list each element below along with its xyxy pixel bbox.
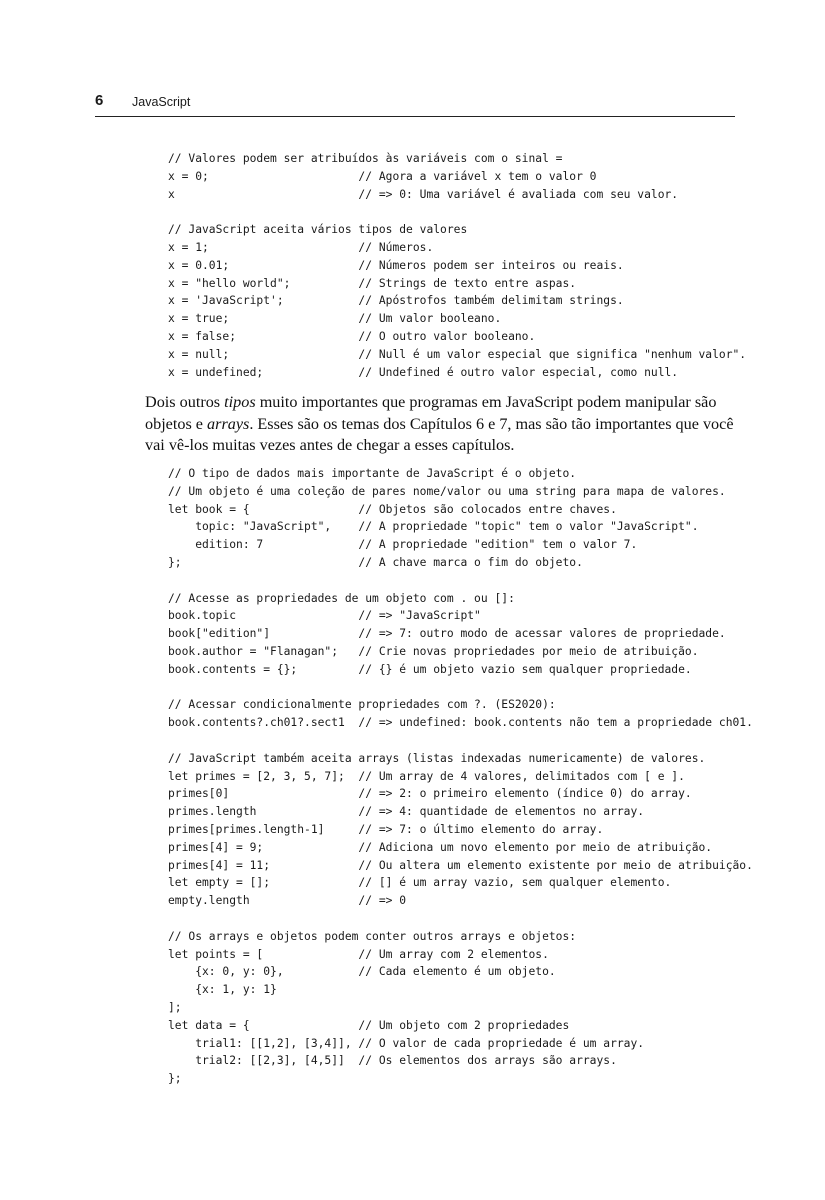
code-line: let book = { // Objetos são colocados entre chaves. (168, 502, 617, 516)
code-line (168, 203, 746, 221)
code-line: let data = { // Um objeto com 2 propriedades (168, 1018, 570, 1032)
code-line: empty.length // => 0 (168, 894, 407, 908)
code-line: book.contents = {}; // {} é um objeto vazio sem qualquer propriedade. (168, 662, 692, 676)
paragraph-text: . Esses são os temas dos Capítulos 6 e 7, mas são tão importantes que você vai vê-los muitas vezes antes de chegar a esses capítulos. (145, 414, 734, 454)
code-line: trial2: [[2,3], [4,5]] // Os elementos dos arrays são arrays. (168, 1054, 617, 1068)
code-line: x = 0.01; // Números podem ser inteiros ou reais. (168, 258, 624, 272)
code-line: // Um objeto é uma coleção de pares nome/valor ou uma string para mapa de valores. (168, 484, 726, 498)
code-line: // Acesse as propriedades de um objeto com . ou []: (168, 591, 515, 605)
code-line: x // => 0: Uma variável é avaliada com seu valor. (168, 187, 679, 201)
code-line: trial1: [[1,2], [3,4]], // O valor de cada propriedade é um array. (168, 1036, 645, 1050)
code-line (168, 679, 753, 697)
code-line: ]; (168, 1000, 182, 1014)
code-line: x = undefined; // Undefined é outro valor especial, como null. (168, 365, 679, 379)
paragraph-text: Dois outros (145, 393, 225, 411)
code-line: // JavaScript também aceita arrays (listas indexadas numericamente) de valores. (168, 751, 706, 765)
page-number: 6 (95, 92, 104, 109)
code-line: primes[4] = 11; // Ou altera um elemento existente por meio de atribuição. (168, 858, 753, 872)
code-line: x = 0; // Agora a variável x tem o valor 0 (168, 169, 597, 183)
code-line: primes.length // => 4: quantidade de elementos no array. (168, 805, 645, 819)
code-line: }; (168, 1072, 182, 1086)
code-block (168, 150, 746, 381)
page-header (95, 92, 735, 117)
code-line: edition: 7 // A propriedade "edition" tem o valor 7. (168, 538, 638, 552)
code-line: let points = [ // Um array com 2 elementos. (168, 947, 549, 961)
code-line: primes[4] = 9; // Adiciona um novo elemento por meio de atribuição. (168, 840, 713, 854)
running-title: JavaScript (132, 95, 191, 109)
code-line: book.author = "Flanagan"; // Crie novas propriedades por meio de atribuição. (168, 644, 699, 658)
code-line: primes[primes.length-1] // => 7: o último elemento do array. (168, 822, 604, 836)
code-line: topic: "JavaScript", // A propriedade "topic" tem o valor "JavaScript". (168, 520, 699, 534)
code-line: // Valores podem ser atribuídos às variáveis com o sinal = (168, 152, 563, 165)
code-line: // Os arrays e objetos podem conter outros arrays e objetos: (168, 929, 577, 943)
code-line (168, 572, 753, 590)
code-line: x = "hello world"; // Strings de texto entre aspas. (168, 276, 577, 290)
code-line: // O tipo de dados mais importante de JavaScript é o objeto. (168, 467, 577, 480)
code-line: book.contents?.ch01?.sect1 // => undefined: book.contents não tem a propriedade ch01. (168, 716, 753, 730)
code-line: book["edition"] // => 7: outro modo de acessar valores de propriedade. (168, 627, 726, 641)
code-line: }; // A chave marca o fim do objeto. (168, 555, 583, 569)
code-line: primes[0] // => 2: o primeiro elemento (índice 0) do array. (168, 787, 692, 801)
code-line: {x: 1, y: 1} (168, 983, 277, 997)
code-line (168, 910, 753, 928)
code-line: book.topic // => "JavaScript" (168, 609, 481, 623)
code-line (168, 732, 753, 750)
paragraph-emphasis: tipos (224, 393, 256, 411)
code-line: x = 'JavaScript'; // Apóstrofos também delimitam strings. (168, 294, 624, 308)
code-line: let primes = [2, 3, 5, 7]; // Um array de 4 valores, delimitados com [ e ]. (168, 769, 685, 783)
code-line: // JavaScript aceita vários tipos de valores (168, 223, 468, 237)
paragraph-text: muito importantes que programas em JavaScript podem manipular são objetos e (145, 393, 717, 433)
code-line: // Acessar condicionalmente propriedades com ?. (ES2020): (168, 698, 556, 712)
code-block (168, 465, 753, 1088)
code-line: x = true; // Um valor booleano. (168, 312, 502, 326)
code-line: let empty = []; // [] é um array vazio, sem qualquer elemento. (168, 876, 672, 890)
body-paragraph (145, 392, 740, 457)
code-line: x = 1; // Números. (168, 240, 434, 254)
code-line: x = null; // Null é um valor especial que significa "nenhum valor". (168, 347, 747, 361)
paragraph-emphasis: arrays (207, 414, 250, 433)
code-line: {x: 0, y: 0}, // Cada elemento é um objeto. (168, 965, 556, 979)
code-line: x = false; // O outro valor booleano. (168, 329, 536, 343)
